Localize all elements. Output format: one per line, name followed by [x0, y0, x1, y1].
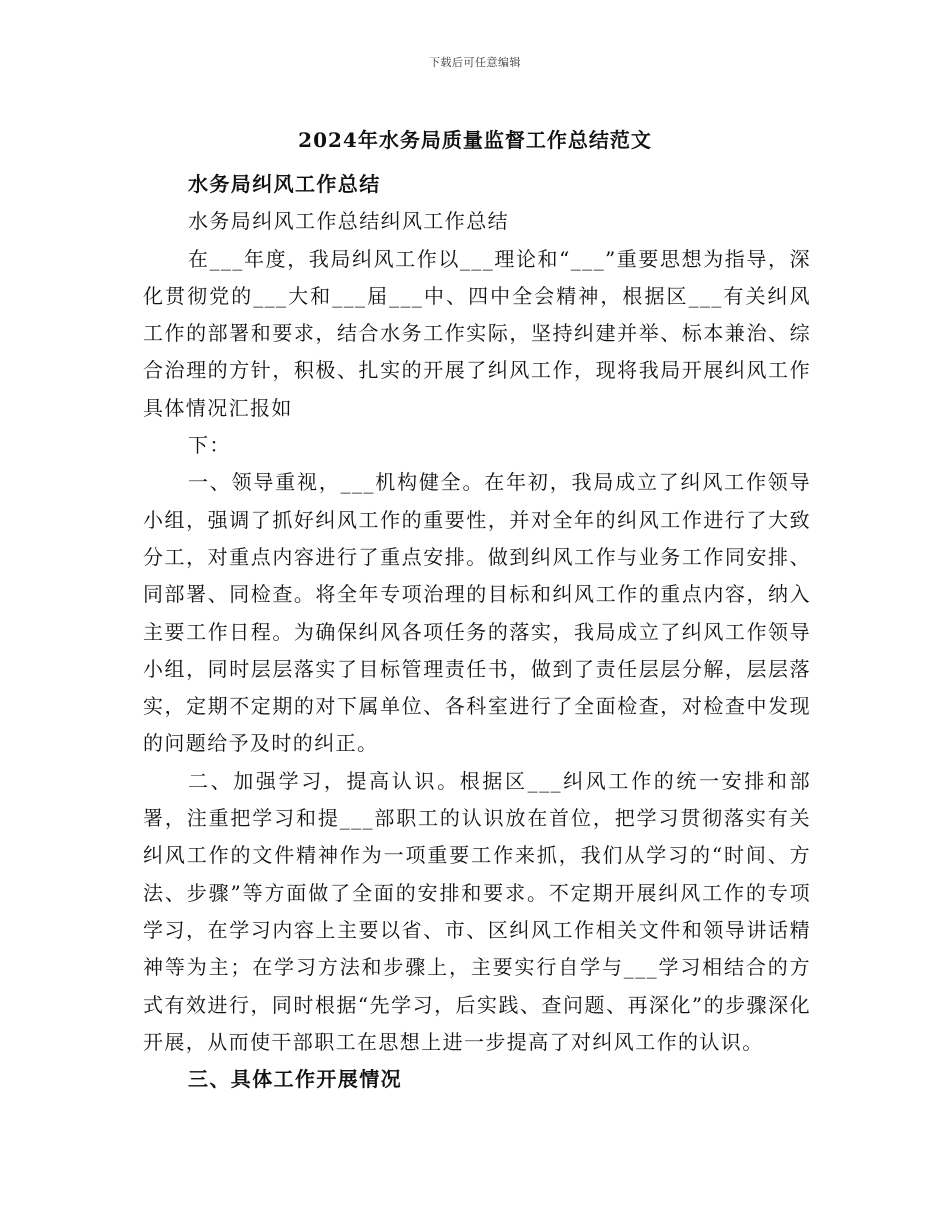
section-heading: 三、具体工作开展情况 — [188, 1067, 402, 1092]
paragraph: 下： — [188, 433, 231, 458]
subtitle-line: 水务局纠风工作总结纠风工作总结 — [188, 209, 509, 234]
paragraph: 二、加强学习，提高认识。根据区___纠风工作的统一安排和部署，注重把学习和提___部职工的认识放在首位，把学习贯彻落实有关纠风工作的文件精神作为一项重要工作来抓，我们从学习的“时间、方法、步骤”等方面做了全面的安排和要求。不定期开展纠风工作的专项学习，在学习内容上主要以省、市、区纠风工作相关文件和领导讲话精神等为主；在学习方法和步骤上，主要实行自学与___学习相结合的方式有效进行，同时根据“先学习，后实践、查问题、再深化”的步骤深化开展，从而使干部职工在思想上进一步提高了对纠风工作的认识。 — [143, 768, 811, 1054]
paragraph: 在___年度，我局纠风工作以___理论和“___”重要思想为指导，深化贯彻党的___大和___届___中、四中全会精神，根据区___有关纠风工作的部署和要求，结合水务工作实际，坚持纠建并举、标本兼治、综合治理的方针，积极、扎实的开展了纠风工作，现将我局开展纠风工作具体情况汇报如 — [143, 246, 811, 420]
document-title: 2024年水务局质量监督工作总结范文 — [298, 128, 652, 152]
document-body — [143, 166, 811, 1098]
header-note: 下载后可任意编辑 — [429, 56, 521, 69]
subheading: 水务局纠风工作总结 — [188, 172, 381, 196]
paragraph: 一、领导重视，___机构健全。在年初，我局成立了纠风工作领导小组，强调了抓好纠风工作的重要性，并对全年的纠风工作进行了大致分工，对重点内容进行了重点安排。做到纠风工作与业务工作同安排、同部署、同检查。将全年专项治理的目标和纠风工作的重点内容，纳入主要工作日程。为确保纠风各项任务的落实，我局成立了纠风工作领导小组，同时层层落实了目标管理责任书，做到了责任层层分解，层层落实，定期不定期的对下属单位、各科室进行了全面检查，对检查中发现的问题给予及时的纠正。 — [143, 470, 811, 756]
